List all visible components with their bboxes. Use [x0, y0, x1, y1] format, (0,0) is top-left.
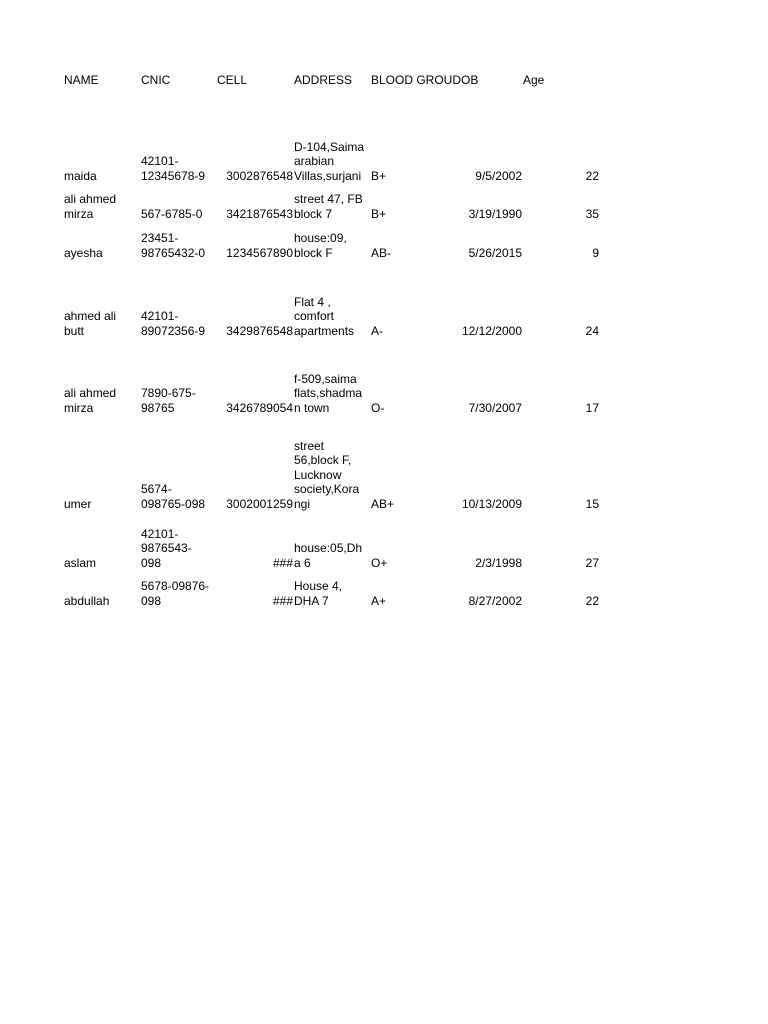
cell-name	[64, 440, 140, 511]
cell-line: street	[294, 438, 325, 453]
cell-line: 15	[585, 496, 599, 511]
cell-line: 98765	[141, 400, 175, 415]
cell-cnic	[141, 372, 217, 415]
cell-cell	[217, 231, 293, 260]
cell-address	[294, 140, 370, 183]
cell-dob	[447, 193, 522, 221]
cell-cnic	[141, 193, 217, 221]
cell-line: 3421876543	[226, 206, 293, 221]
cell-line: 7890-675-	[141, 386, 196, 400]
cell-blood	[371, 140, 447, 183]
cell-line: 5678-09876-	[141, 579, 210, 593]
cell-address	[294, 231, 370, 260]
cell-cnic	[141, 140, 217, 183]
cell-line: ali ahmed	[64, 192, 117, 206]
cell-line: 098765-098	[141, 496, 206, 511]
header-name: NAME	[64, 72, 99, 87]
cell-line: 567-6785-0	[141, 206, 203, 221]
header-address: ADDRESS	[294, 72, 353, 87]
cell-cell	[217, 140, 293, 183]
cell-dob	[447, 579, 522, 608]
cell-line: 098	[141, 555, 162, 570]
cell-line: n town	[294, 400, 330, 415]
cell-line: 23451-	[141, 231, 179, 245]
cell-name	[64, 579, 140, 608]
cell-line: maida	[64, 168, 97, 183]
cell-line: street 47, FB	[294, 192, 363, 206]
cell-line: 42101-	[141, 309, 179, 323]
cell-line: 3429876548	[226, 323, 293, 338]
cell-line: arabian	[294, 154, 335, 168]
cell-address	[294, 527, 370, 570]
cell-line: 89072356-9	[141, 323, 206, 338]
cell-blood	[371, 579, 447, 608]
cell-line: umer	[64, 496, 92, 511]
cell-name	[64, 372, 140, 415]
cell-age	[523, 527, 599, 570]
cell-line: 9/5/2002	[475, 168, 522, 183]
header-cell: CELL	[217, 72, 248, 87]
cell-line: AB+	[371, 496, 395, 511]
cell-age	[523, 372, 599, 415]
cell-address	[294, 372, 370, 415]
cell-name	[64, 295, 140, 338]
cell-blood	[371, 527, 447, 570]
cell-line: 56,block F,	[294, 453, 352, 467]
cell-line: 24	[585, 323, 599, 338]
cell-blood	[371, 193, 447, 221]
cell-line: abdullah	[64, 593, 110, 608]
cell-line: A-	[371, 323, 383, 338]
cell-line: 9	[592, 245, 599, 260]
cell-line: House 4,	[294, 579, 343, 593]
cell-line: apartments	[294, 323, 355, 338]
cell-line: 98765432-0	[141, 245, 206, 260]
cell-age	[523, 231, 599, 260]
header-blood-dob: BLOOD GROUDOB	[371, 72, 479, 87]
cell-line: 12345678-9	[141, 168, 206, 183]
cell-line: society,Kora	[294, 482, 360, 496]
cell-dob	[447, 372, 522, 415]
cell-cnic	[141, 440, 217, 511]
cell-cell	[217, 372, 293, 415]
cell-line: DHA 7	[294, 593, 329, 608]
cell-line: mirza	[64, 400, 94, 415]
cell-line: 22	[585, 593, 599, 608]
cell-line: flats,shadma	[294, 386, 363, 400]
cell-line: 1234567890	[226, 245, 293, 260]
cell-age	[523, 579, 599, 608]
cell-dob	[447, 295, 522, 338]
cell-line: ###	[272, 555, 293, 570]
cell-dob	[447, 527, 522, 570]
cell-cnic	[141, 295, 217, 338]
cell-dob	[447, 140, 522, 183]
cell-dob	[447, 440, 522, 511]
cell-blood	[371, 231, 447, 260]
cell-name	[64, 140, 140, 183]
cell-address	[294, 579, 370, 608]
cell-age	[523, 295, 599, 338]
cell-cell	[217, 295, 293, 338]
cell-blood	[371, 372, 447, 415]
cell-name	[64, 527, 140, 570]
cell-line: Villas,surjani	[294, 168, 362, 183]
cell-address	[294, 440, 370, 511]
cell-cnic	[141, 527, 217, 570]
cell-line: aslam	[64, 555, 97, 570]
cell-line: comfort	[294, 309, 335, 323]
cell-cell	[217, 440, 293, 511]
cell-line: 5/26/2015	[468, 245, 522, 260]
cell-age	[523, 140, 599, 183]
cell-line: a 6	[294, 555, 311, 570]
cell-line: 8/27/2002	[468, 593, 522, 608]
cell-line: 5674-	[141, 482, 172, 496]
cell-blood	[371, 440, 447, 511]
cell-line: mirza	[64, 206, 94, 221]
cell-age	[523, 193, 599, 221]
cell-line: B+	[371, 168, 387, 183]
cell-address	[294, 193, 370, 221]
cell-line: 12/12/2000	[461, 323, 522, 338]
header-cnic: CNIC	[141, 72, 171, 87]
cell-line: 35	[585, 206, 599, 221]
cell-line: butt	[64, 323, 85, 338]
cell-blood	[371, 295, 447, 338]
cell-line: 17	[585, 400, 599, 415]
cell-line: 2/3/1998	[475, 555, 522, 570]
cell-name	[64, 193, 140, 221]
cell-line: 27	[585, 555, 599, 570]
cell-line: 3002001259	[226, 496, 293, 511]
cell-line: f-509,saima	[294, 371, 357, 386]
cell-line: 098	[141, 593, 162, 608]
cell-line: O-	[371, 400, 385, 415]
cell-line: 22	[585, 168, 599, 183]
cell-cell	[217, 193, 293, 221]
cell-line: house:09,	[294, 231, 347, 245]
cell-line: block F	[294, 245, 333, 260]
cell-address	[294, 295, 370, 338]
cell-line: Flat 4 ,	[294, 294, 331, 309]
cell-line: house:05,Dh	[294, 541, 363, 555]
cell-line: 3/19/1990	[468, 206, 522, 221]
cell-line: AB-	[371, 245, 392, 260]
cell-cell	[217, 527, 293, 570]
cell-line: B+	[371, 206, 387, 221]
cell-line: A+	[371, 593, 387, 608]
cell-line: 7/30/2007	[468, 400, 522, 415]
cell-line: ayesha	[64, 245, 103, 260]
cell-dob	[447, 231, 522, 260]
cell-line: block 7	[294, 206, 333, 221]
cell-line: 10/13/2009	[461, 496, 522, 511]
cell-cnic	[141, 231, 217, 260]
cell-line: ahmed ali	[64, 309, 117, 323]
cell-line: 3002876548	[226, 168, 293, 183]
cell-age	[523, 440, 599, 511]
cell-line: ali ahmed	[64, 386, 117, 400]
cell-line: ngi	[294, 496, 311, 511]
cell-line: O+	[371, 555, 388, 570]
cell-line: D-104,Saima	[294, 139, 365, 154]
cell-cell	[217, 579, 293, 608]
cell-name	[64, 231, 140, 260]
header-age: Age	[523, 72, 545, 87]
cell-cnic	[141, 579, 217, 608]
cell-line: 42101-	[141, 526, 179, 541]
cell-line: 9876543-	[141, 541, 192, 555]
cell-line: 42101-	[141, 154, 179, 168]
cell-line: ###	[272, 593, 293, 608]
cell-line: 3426789054	[226, 400, 293, 415]
cell-line: Lucknow	[294, 467, 342, 482]
